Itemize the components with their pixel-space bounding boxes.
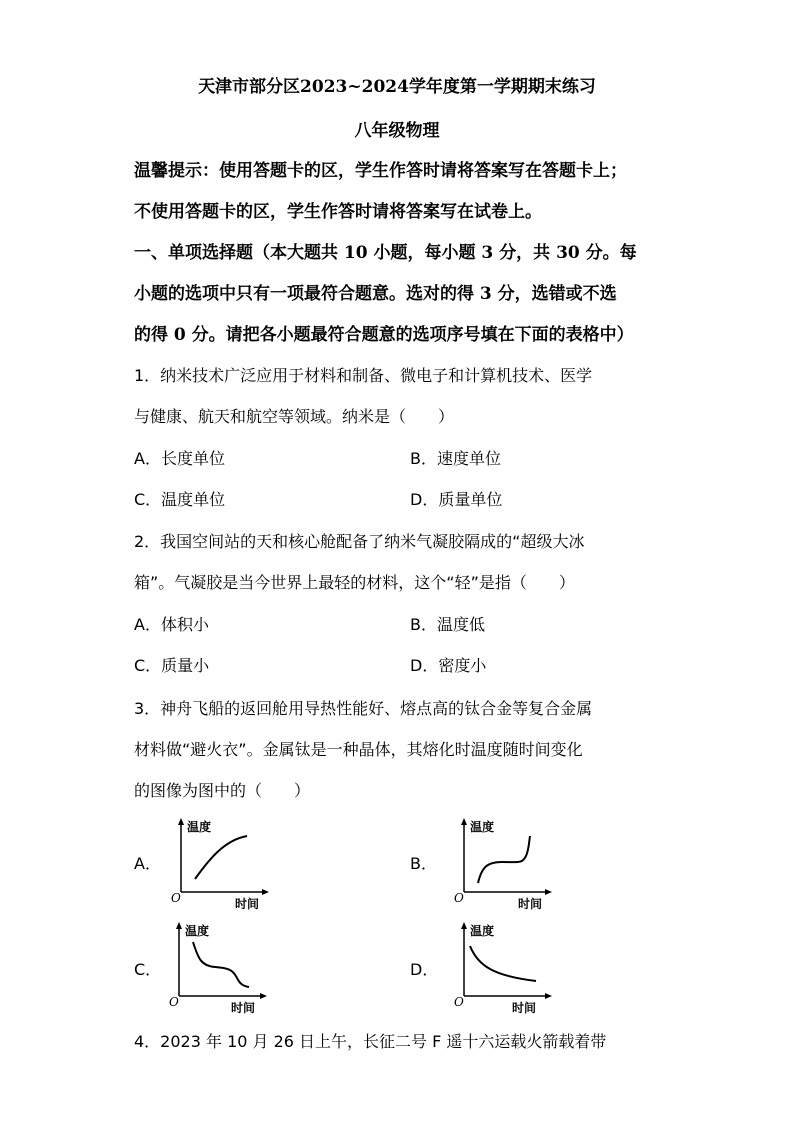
question-1-option-d[interactable]: D．质量单位 — [410, 490, 503, 509]
question-1-option-b[interactable]: B．速度单位 — [410, 449, 501, 468]
exam-title: 天津市部分区2023~2024学年度第一学期期末练习 — [198, 77, 596, 97]
question-2-option-b[interactable]: B．温度低 — [410, 615, 485, 634]
graph-c-y-label: 温度 — [185, 924, 210, 938]
graph-c-origin: O — [169, 995, 179, 1009]
question-3-line-2: 材料做“避火衣”。金属钛是一种晶体，其熔化时温度随时间变化 — [134, 740, 583, 759]
graph-b-x-arrow — [545, 889, 552, 895]
graph-b-x-label: 时间 — [518, 897, 543, 911]
question-3-option-c[interactable]: C． — [134, 960, 162, 979]
graph-b-origin: O — [454, 891, 464, 905]
question-1-option-a[interactable]: A．长度单位 — [134, 449, 225, 468]
question-2-line-2: 箱”。气凝胶是当今世界上最轻的材料，这个“轻”是指（ ） — [134, 573, 575, 592]
question-3-option-a[interactable]: A． — [134, 854, 161, 873]
question-2-option-c[interactable]: C．质量小 — [134, 656, 210, 675]
question-3-line-3: 的图像为图中的（ ） — [134, 781, 311, 800]
question-1-option-c[interactable]: C．温度单位 — [134, 490, 226, 509]
question-3-option-b[interactable]: B． — [410, 854, 437, 873]
graph-a-y-label: 温度 — [187, 820, 212, 834]
question-2-option-d[interactable]: D．密度小 — [410, 656, 487, 675]
graph-c-x-arrow — [260, 993, 267, 999]
graph-d-origin: O — [454, 995, 464, 1009]
graph-b-curve — [478, 836, 530, 883]
graph-b-y-label: 温度 — [470, 820, 495, 834]
section-instructions-line-3: 的得 0 分。请把各小题最符合题意的选项序号填在下面的表格中） — [134, 325, 634, 345]
notice-line-1: 温馨提示：使用答题卡的区，学生作答时请将答案写在答题卡上； — [134, 161, 627, 181]
graph-d-x-arrow — [545, 993, 552, 999]
graph-d-cooling-curve[interactable] — [450, 920, 560, 1016]
graph-a-melting-curve[interactable] — [165, 816, 275, 912]
graph-b-y-arrow — [461, 818, 467, 825]
graph-c-cooling-curve[interactable] — [165, 920, 275, 1016]
graph-a-curve — [195, 836, 247, 879]
graph-c-curve — [193, 942, 249, 987]
graph-a-x-arrow — [262, 889, 269, 895]
notice-line-2: 不使用答题卡的区，学生作答时请将答案写在试卷上。 — [134, 202, 542, 222]
question-3-option-d[interactable]: D． — [410, 960, 439, 979]
section-instructions-line-1: 一、单项选择题（本大题共 10 小题，每小题 3 分，共 30 分。每 — [134, 243, 637, 263]
graph-d-curve — [470, 946, 536, 981]
graph-d-x-label: 时间 — [512, 1001, 537, 1015]
graph-d-y-arrow — [461, 922, 467, 929]
question-2-option-a[interactable]: A．体积小 — [134, 615, 209, 634]
graph-a-y-arrow — [178, 818, 184, 825]
graph-c-x-label: 时间 — [231, 1001, 256, 1015]
question-4-line-1: 4．2023 年 10 月 26 日上午，长征二号 F 遥十六运载火箭载着带 — [134, 1032, 607, 1051]
section-instructions-line-2: 小题的选项中只有一项最符合题意。选对的得 3 分，选错或不选 — [134, 284, 617, 304]
question-2-line-1: 2．我国空间站的天和核心舱配备了纳米气凝胶隔成的“超级大冰 — [134, 532, 585, 551]
graph-a-x-label: 时间 — [235, 897, 260, 911]
graph-d-y-label: 温度 — [470, 924, 495, 938]
question-1-line-2: 与健康、航天和航空等领域。纳米是（ ） — [134, 407, 455, 426]
graph-c-y-arrow — [176, 922, 182, 929]
exam-subtitle: 八年级物理 — [354, 121, 440, 141]
question-3-line-1: 3．神舟飞船的返回舱用导热性能好、熔点高的钛合金等复合金属 — [134, 699, 593, 718]
question-1-line-1: 1．纳米技术广泛应用于材料和制备、微电子和计算机技术、医学 — [134, 366, 593, 385]
graph-a-origin: O — [171, 891, 181, 905]
graph-b-melting-curve[interactable] — [450, 816, 560, 912]
